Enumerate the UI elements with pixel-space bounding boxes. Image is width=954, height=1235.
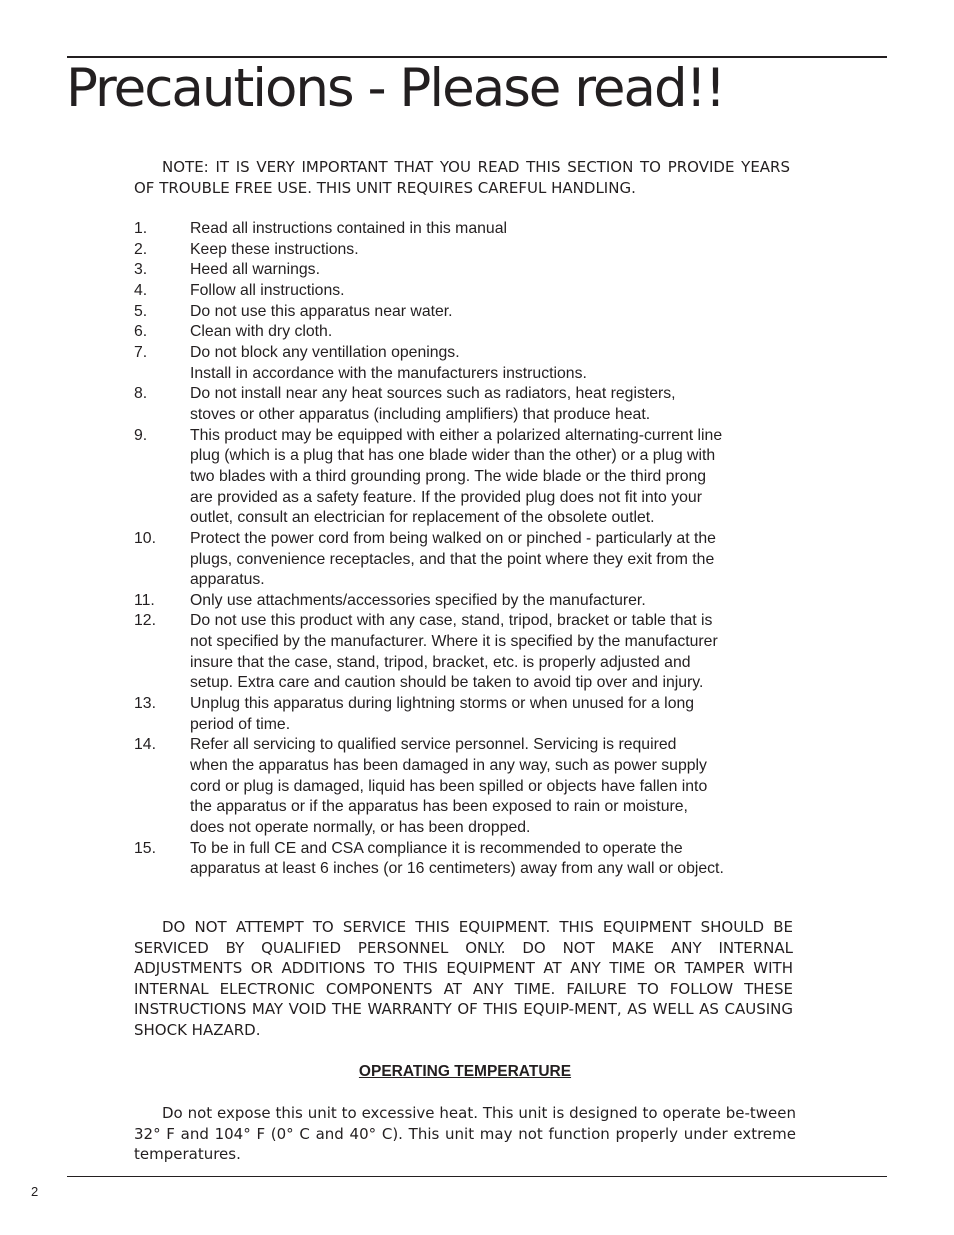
list-item (134, 529, 794, 591)
item-number: 14. (134, 736, 156, 754)
service-warning-paragraph: DO NOT ATTEMPT TO SERVICE THIS EQUIPMENT. THIS EQUIPMENT SHOULD BE SERVICED BY QUALIFIED PERSONNEL ONLY. DO NOT MAKE ANY INTERNAL ADJUSTMENTS OR ADDITIONS TO THIS EQUIPMENT AT ANY TIME OR TAMPER WITH INTERNAL ELECTRONIC COMPONENTS AT ANY TIME. FAILURE TO FOLLOW THESE INSTRUCTIONS MAY VOID THE WARRANTY OF THIS EQUIP-MENT, AS WELL AS CAUSING SHOCK HAZARD. (134, 918, 793, 1039)
item-number: 12. (134, 612, 156, 630)
list-item (134, 591, 794, 612)
item-number: 7. (134, 343, 148, 361)
list-item (134, 426, 794, 529)
item-text: To be in full CE and CSA compliance it is recommended to operate the apparatus at least 6 inches (or 16 centimeters) away from any wall or object. (190, 839, 724, 878)
item-text: Do not use this apparatus near water. (190, 302, 453, 320)
item-number: 13. (134, 695, 156, 713)
item-number: 1. (134, 220, 148, 237)
item-number: 10. (134, 529, 156, 547)
operating-temperature-heading: OPERATING TEMPERATURE (358, 1063, 572, 1080)
list-item (134, 322, 794, 343)
list-item (134, 302, 794, 323)
item-text: Do not use this product with any case, stand, tripod, bracket or table that is not specified by the manufacturer. Where it is specified by the manufacturer insure that the case, stand, tripod, bracket, etc. is properly adjusted and setup. Extra care and caution should be taken to avoid tip over and injury. (190, 612, 718, 692)
list-item (134, 735, 794, 838)
operating-temperature-paragraph: Do not expose this unit to excessive heat. This unit is designed to operate be-tween 32° F and 104° F (0° C and 40° C). This unit may not function properly under extreme temperatures. (134, 1104, 796, 1164)
item-text: Unplug this apparatus during lightning storms or when unused for a long period of time. (190, 695, 695, 733)
list-item (134, 384, 794, 425)
item-text: Follow all instructions. (190, 281, 345, 299)
item-number: 4. (134, 281, 148, 299)
item-text: Keep these instructions. (190, 240, 359, 258)
item-number: 3. (134, 261, 148, 279)
list-item (134, 281, 794, 302)
item-text: Refer all servicing to qualified service personnel. Servicing is required when the apparatus has been damaged in any way, such as power supply cord or plug is damaged, liquid has been spilled or objects have fallen into the apparatus or if the apparatus has been exposed to rain or moisture, does not operate normally, or has been dropped. (190, 736, 708, 837)
item-text: Do not install near any heat sources such as radiators, heat registers, stoves or other apparatus (including amplifiers) that produce heat. (190, 385, 676, 423)
list-item (134, 219, 794, 240)
item-text: Clean with dry cloth. (190, 323, 333, 341)
page-title: Precautions - Please read!! (66, 58, 725, 119)
note-paragraph: NOTE: IT IS VERY IMPORTANT THAT YOU READ THIS SECTION TO PROVIDE YEARS OF TROUBLE FREE USE. THIS UNIT REQUIRES CAREFUL HANDLING. (134, 158, 790, 197)
item-text: This product may be equipped with either a polarized alternating-current line plug (which is a plug that has one blade wider than the other) or a plug with two blades with a third grounding prong. The wide blade or the third prong are provided as a safety feature. If the provided plug does not fit into your outlet, consult an electrician for replacement of the obsolete outlet. (190, 426, 723, 527)
page-number: 2 (31, 1184, 39, 1199)
item-number: 5. (134, 302, 148, 320)
list-item (134, 343, 794, 384)
item-number: 8. (134, 385, 148, 403)
item-number: 9. (134, 426, 148, 444)
item-text: Read all instructions contained in this manual (190, 220, 507, 237)
item-text: Only use attachments/accessories specified by the manufacturer. (190, 591, 646, 609)
item-number: 2. (134, 240, 148, 258)
item-number: 6. (134, 323, 148, 341)
item-text: Protect the power cord from being walked on or pinched - particularly at the plugs, convenience receptacles, and that the point where they exit from the apparatus. (190, 529, 716, 589)
item-text: Heed all warnings. (190, 261, 320, 279)
item-number: 11. (134, 591, 155, 609)
item-text: Do not block any ventillation openings. Install in accordance with the manufacturers instructions. (190, 343, 587, 382)
item-number: 15. (134, 839, 156, 857)
list-item (134, 694, 794, 735)
list-item (134, 839, 794, 880)
list-item (134, 260, 794, 281)
instructions-list (134, 219, 794, 880)
list-item (134, 240, 794, 261)
bottom-rule (67, 1176, 887, 1177)
list-item (134, 611, 794, 694)
